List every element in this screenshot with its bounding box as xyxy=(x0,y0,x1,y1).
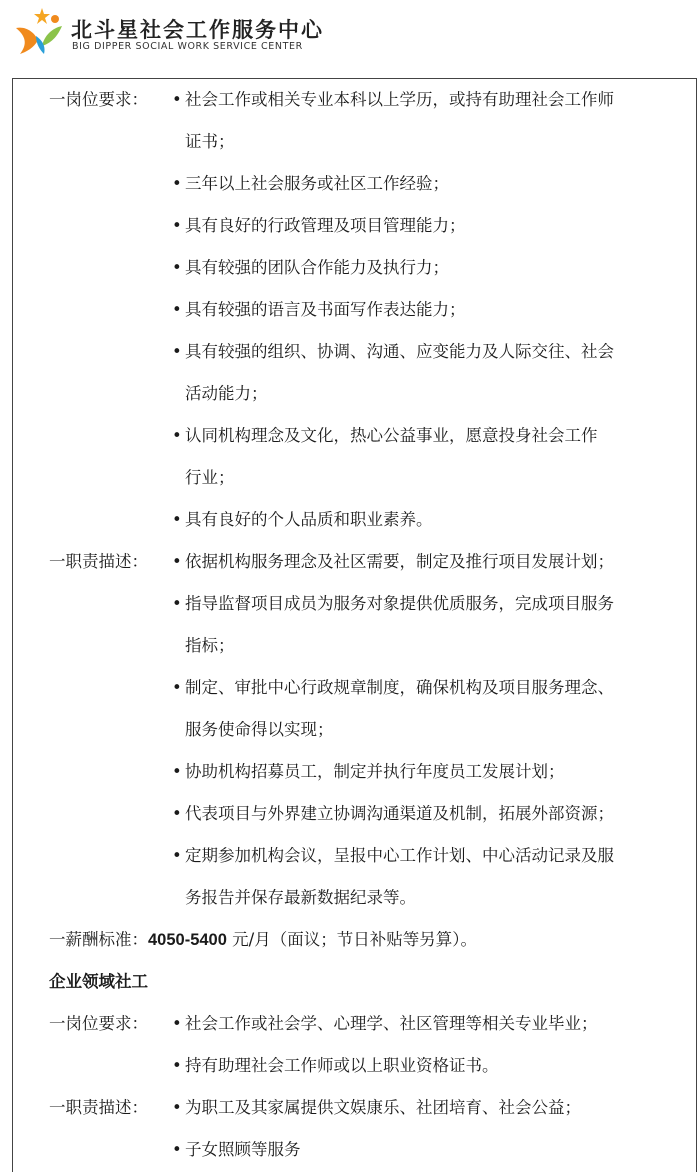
bullet: • xyxy=(172,1056,182,1075)
section-title: 企业领域社工 xyxy=(49,972,148,991)
duty-row-5 xyxy=(49,793,697,835)
bullet: • xyxy=(172,510,182,529)
requirement-item: 具有良好的行政管理及项目管理能力； xyxy=(185,216,466,235)
salary-label: 一薪酬标准： xyxy=(49,930,148,949)
bullet: • xyxy=(172,804,182,823)
requirement-item: 具有较强的组织、协调、沟通、应变能力及人际交往、社会 xyxy=(185,342,614,361)
bullet: • xyxy=(172,762,182,781)
duties-label: 一职责描述： xyxy=(49,1098,148,1117)
duty-item: 依据机构服务理念及社区需要，制定及推行项目发展计划； xyxy=(185,552,614,571)
bullet: • xyxy=(172,426,182,445)
req-row-7 xyxy=(49,415,697,457)
logo-orange-figure-icon xyxy=(16,28,38,54)
duty2-row-2 xyxy=(49,1129,697,1171)
duty-item: 协助机构招募员工，制定并执行年度员工发展计划； xyxy=(185,762,565,781)
big-dipper-logo-icon xyxy=(12,6,66,56)
req-row-4 xyxy=(49,247,697,289)
requirement-item: 具有较强的语言及书面写作表达能力； xyxy=(185,300,466,319)
section-title-row xyxy=(49,961,697,1003)
logo-green-figure-icon xyxy=(42,26,62,46)
req-row-2 xyxy=(49,163,697,205)
requirement-item-cont: 证书； xyxy=(185,132,235,151)
job-description xyxy=(49,79,697,1171)
logo-figure-head-icon xyxy=(51,15,59,23)
bullet: • xyxy=(172,1098,182,1117)
requirement-item: 具有良好的个人品质和职业素养。 xyxy=(185,510,433,529)
bullet: • xyxy=(172,552,182,571)
req-row-3 xyxy=(49,205,697,247)
duty-row-6 xyxy=(49,835,697,877)
req-row-5 xyxy=(49,289,697,331)
requirement-item-cont: 行业； xyxy=(185,468,235,487)
req2-row-1 xyxy=(49,1003,697,1045)
bullet: • xyxy=(172,594,182,613)
salary-row xyxy=(49,919,697,961)
req-row-1-cont xyxy=(49,121,697,163)
bullet: • xyxy=(172,174,182,193)
requirements-label: 一岗位要求： xyxy=(49,90,148,109)
requirements-label: 一岗位要求： xyxy=(49,1014,148,1033)
duty-item: 定期参加机构会议，呈报中心工作计划、中心活动记录及服 xyxy=(185,846,614,865)
requirement-item: 具有较强的团队合作能力及执行力； xyxy=(185,258,449,277)
bullet: • xyxy=(172,90,182,109)
requirement-item-cont: 活动能力； xyxy=(185,384,268,403)
duty-row-3 xyxy=(49,667,697,709)
bullet: • xyxy=(172,342,182,361)
duty-row-4 xyxy=(49,751,697,793)
requirement-item: 认同机构理念及文化，热心公益事业，愿意投身社会工作 xyxy=(185,426,598,445)
requirement-item: 社会工作或相关专业本科以上学历，或持有助理社会工作师 xyxy=(185,90,614,109)
bullet: • xyxy=(172,1140,182,1159)
requirement-item: 社会工作或社会学、心理学、社区管理等相关专业毕业； xyxy=(185,1014,598,1033)
org-name-cn: 北斗星社会工作服务中心 xyxy=(71,18,324,42)
bullet: • xyxy=(172,216,182,235)
logo-blue-figure-icon xyxy=(36,36,45,54)
duty-item: 子女照顾等服务 xyxy=(185,1140,301,1159)
salary-unit: 元/月（面议；节日补贴等另算）。 xyxy=(232,930,477,949)
duty-item-cont: 务报告并保存最新数据纪录等。 xyxy=(185,888,416,907)
requirement-item: 三年以上社会服务或社区工作经验； xyxy=(185,174,449,193)
star-icon xyxy=(34,8,50,24)
duty-row-3-cont xyxy=(49,709,697,751)
salary-amount: 4050-5400 xyxy=(148,931,227,949)
bullet: • xyxy=(172,300,182,319)
duty-item-cont: 服务使命得以实现； xyxy=(185,720,334,739)
salary-line xyxy=(49,919,477,961)
req-row-8 xyxy=(49,499,697,541)
document-frame xyxy=(12,78,697,1172)
duty-row-6-cont xyxy=(49,877,697,919)
req-row-7-cont xyxy=(49,457,697,499)
req2-row-2 xyxy=(49,1045,697,1087)
duty2-row-1 xyxy=(49,1087,697,1129)
req-row-6 xyxy=(49,331,697,373)
requirement-item: 持有助理社会工作师或以上职业资格证书。 xyxy=(185,1056,499,1075)
duties-label: 一职责描述： xyxy=(49,552,148,571)
org-name-en: BIG DIPPER SOCIAL WORK SERVICE CENTER xyxy=(72,41,303,52)
duty-item: 为职工及其家属提供文娱康乐、社团培育、社会公益； xyxy=(185,1098,581,1117)
header xyxy=(0,0,700,62)
bullet: • xyxy=(172,678,182,697)
duty-row-2 xyxy=(49,583,697,625)
req-row-1 xyxy=(49,79,697,121)
req-row-6-cont xyxy=(49,373,697,415)
bullet: • xyxy=(172,258,182,277)
bullet: • xyxy=(172,846,182,865)
duty-item-cont: 指标； xyxy=(185,636,235,655)
duty-item: 指导监督项目成员为服务对象提供优质服务，完成项目服务 xyxy=(185,594,614,613)
bullet: • xyxy=(172,1014,182,1033)
duty-row-2-cont xyxy=(49,625,697,667)
duty-row-1 xyxy=(49,541,697,583)
duty-item: 代表项目与外界建立协调沟通渠道及机制，拓展外部资源； xyxy=(185,804,614,823)
duty-item: 制定、审批中心行政规章制度，确保机构及项目服务理念、 xyxy=(185,678,614,697)
